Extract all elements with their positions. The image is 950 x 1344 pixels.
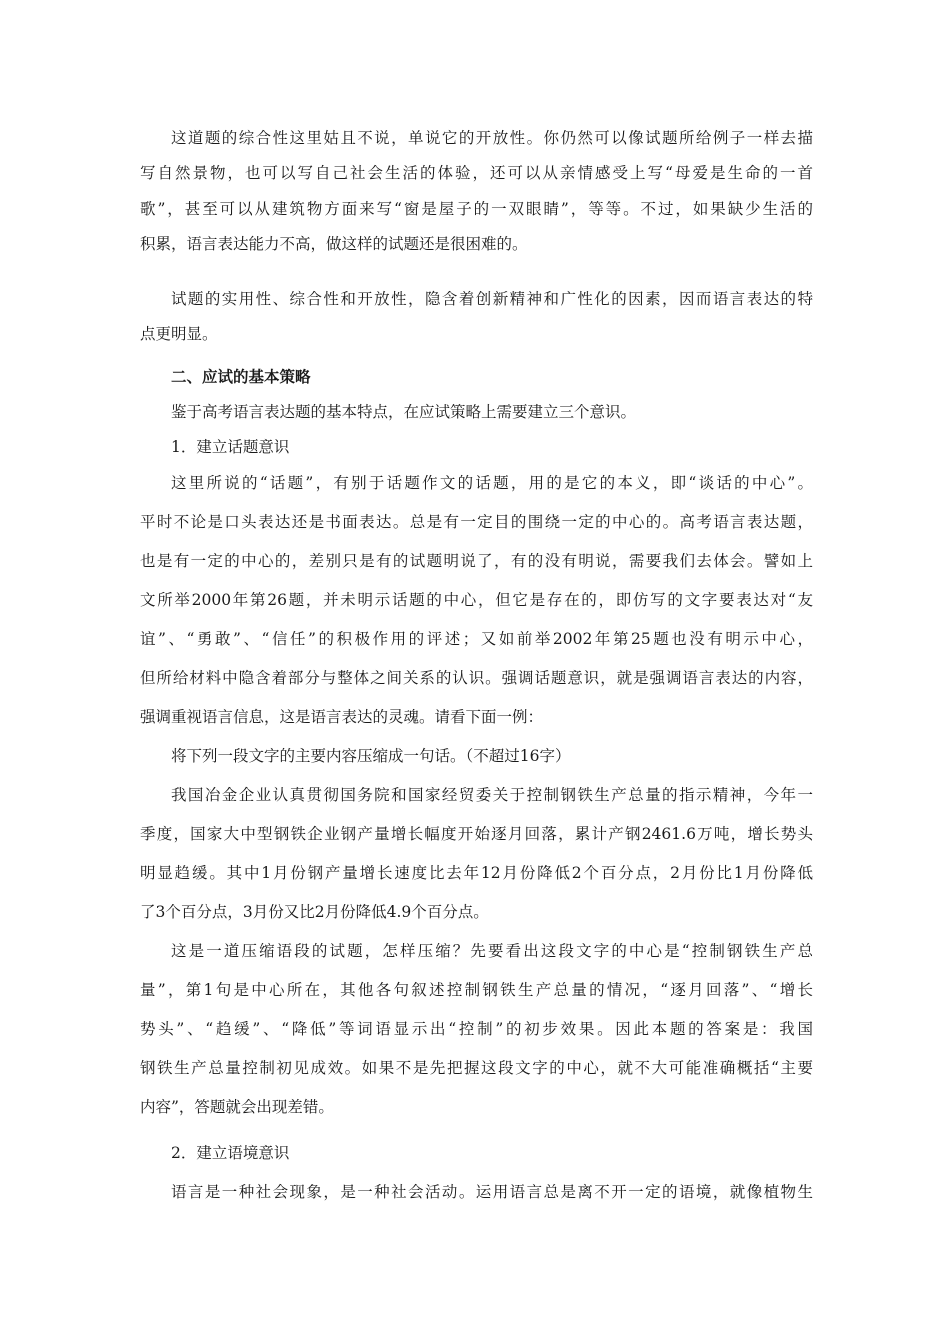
paragraph-line: 这是一道压缩语段的试题，怎样压缩？先要看出这段文字的中心是“控制钢铁生产总 (171, 942, 813, 960)
quoted-passage-line: 明显趋缓。其中1月份钢产量增长速度比去年12月份降低2个百分点，2月份比1月份降低 (140, 864, 813, 882)
paragraph-line: 强调重视语言信息，这是语言表达的灵魂。请看下面一例： (140, 708, 544, 726)
paragraph-line: 语言是一种社会现象，是一种社会活动。运用语言总是离不开一定的语境，就像植物生 (171, 1183, 813, 1201)
paragraph-line: 平时不论是口头表达还是书面表达。总是有一定目的围绕一定的中心的。高考语言表达题， (140, 513, 813, 531)
paragraph-line: 将下列一段文字的主要内容压缩成一句话。（不超过16字） (171, 747, 571, 765)
paragraph-line: 点更明显。 (140, 325, 218, 343)
paragraph-line: 这里所说的“话题”，有别于话题作文的话题，用的是它的本义，即“谈话的中心”。 (171, 474, 813, 492)
subsection-heading: 1．建立话题意识 (171, 438, 290, 456)
quoted-passage-line: 我国冶金企业认真贯彻国务院和国家经贸委关于控制钢铁生产总量的指示精神，今年一 (171, 786, 813, 804)
paragraph-line: 文所举2000年第26题，并未明示话题的中心，但它是存在的，即仿写的文字要表达对“友 (140, 591, 813, 609)
quoted-passage-line: 季度，国家大中型钢铁企业钢产量增长幅度开始逐月回落，累计产钢2461.6万吨，增长势头 (140, 825, 813, 843)
section-heading: 二、应试的基本策略 (171, 367, 311, 386)
paragraph-line: 内容”，答题就会出现差错。 (140, 1098, 334, 1116)
paragraph-line: 也是有一定的中心的，差别只是有的试题明说了，有的没有明说，需要我们去体会。譬如上 (140, 552, 813, 570)
paragraph-line: 量”，第1句是中心所在，其他各句叙述控制钢铁生产总量的情况，“逐月回落”、“增长 (140, 981, 813, 999)
paragraph-line: 钢铁生产总量控制初见成效。如果不是先把握这段文字的中心，就不大可能准确概括“主要 (140, 1059, 813, 1077)
paragraph-line: 这道题的综合性这里姑且不说，单说它的开放性。你仍然可以像试题所给例子一样去描 (171, 129, 813, 147)
paragraph-line: 写自然景物，也可以写自己社会生活的体验，还可以从亲情感受上写“母爱是生命的一首 (140, 164, 813, 182)
paragraph-line: 势头”、“趋缓”、“降低”等词语显示出“控制”的初步效果。因此本题的答案是：我国 (140, 1020, 813, 1038)
paragraph-line: 歌”，甚至可以从建筑物方面来写“窗是屋子的一双眼睛”，等等。不过，如果缺少生活的 (140, 200, 813, 218)
paragraph-line: 试题的实用性、综合性和开放性，隐含着创新精神和广性化的因素，因而语言表达的特 (171, 290, 813, 308)
paragraph-line: 谊”、“勇敢”、“信任”的积极作用的评述；又如前举2002年第25题也没有明示中心， (140, 630, 813, 648)
paragraph-line: 积累，语言表达能力不高，做这样的试题还是很困难的。 (140, 235, 528, 253)
paragraph-line: 鉴于高考语言表达题的基本特点，在应试策略上需要建立三个意识。 (171, 403, 637, 421)
subsection-heading: 2．建立语境意识 (171, 1144, 290, 1162)
paragraph-line: 但所给材料中隐含着部分与整体之间关系的认识。强调话题意识，就是强调语言表达的内容， (140, 669, 813, 687)
quoted-passage-line: 了3个百分点，3月份又比2月份降低4.9个百分点。 (140, 903, 489, 921)
